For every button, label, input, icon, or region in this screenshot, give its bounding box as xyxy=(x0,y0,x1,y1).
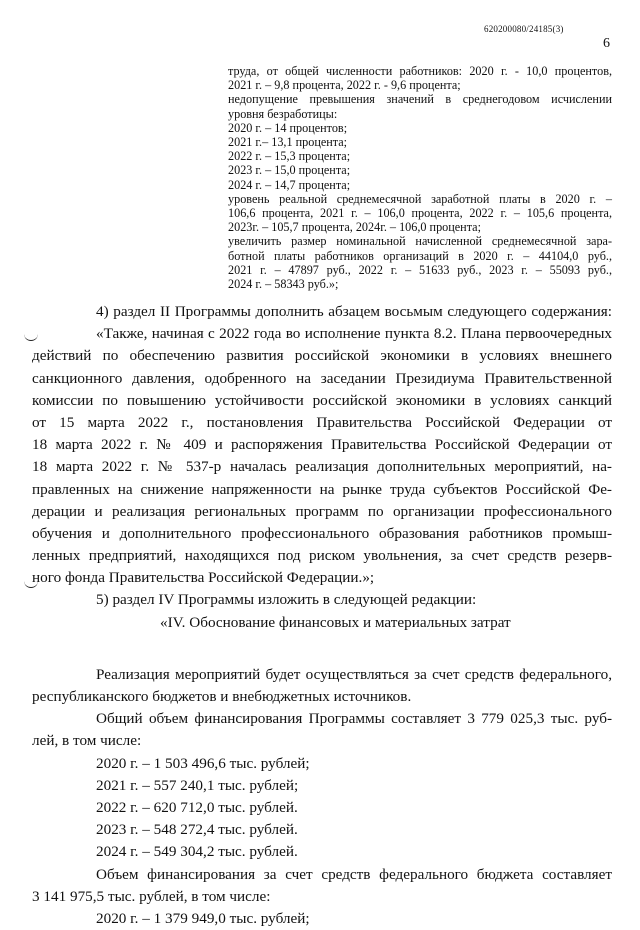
paragraph-line: комиссии по повышению устойчивости российской экономики в условиях санкций xyxy=(32,391,612,409)
text-line: 2024 г. – 14,7 процента; xyxy=(228,177,351,192)
text-line: недопущение превышения значений в среднегодовом исчислении xyxy=(228,92,612,107)
paragraph-line: дерации и реализация региональных программ по организации профессионального xyxy=(32,502,612,520)
list-item: 2023 г. – 548 272,4 тыс. рублей. xyxy=(96,821,298,839)
federal-by-year-list xyxy=(32,908,612,930)
total-volume-paragraph xyxy=(32,708,612,752)
text-line: уровень реальной среднемесячной заработной платы в 2020 г. – xyxy=(228,191,612,206)
text-line: ботной платы работников организаций в 2020 г. – 44104,0 руб., xyxy=(228,248,612,263)
federal-volume-paragraph xyxy=(32,864,612,908)
paragraph-line: лей, в том числе: xyxy=(32,732,142,750)
text-line: 2021 г.– 13,1 процента; xyxy=(228,135,348,150)
paragraph-line: 18 марта 2022 г. № 409 и распоряжения Правительства Российской Федерации от xyxy=(32,436,612,454)
text-line: 2022 г. – 15,3 процента; xyxy=(228,149,351,164)
list-item: 2021 г. – 557 240,1 тыс. рублей; xyxy=(96,776,299,794)
paragraph-line: правленных на снижение напряженности на рынке труда субъектов Российской Фе- xyxy=(32,480,612,498)
item-5-intro: 5) раздел IV Программы изложить в следующей редакции: xyxy=(96,591,477,609)
text-line: 2023 г. – 15,0 процента; xyxy=(228,163,351,178)
text-line: уровня безработицы: xyxy=(228,106,338,121)
item-4-intro: 4) раздел II Программы дополнить абзацем восьмым следующего содержания: xyxy=(96,303,612,320)
paragraph-line: 18 марта 2022 г. № 537-р началась реализация дополнительных мероприятий, на- xyxy=(32,458,612,476)
list-item: 2022 г. – 620 712,0 тыс. рублей. xyxy=(96,799,298,817)
list-item: 2024 г. – 549 304,2 тыс. рублей. xyxy=(96,843,298,861)
document-id: 620200080/24185(3) xyxy=(484,24,564,34)
list-item: 2020 г. – 1 503 496,6 тыс. рублей; xyxy=(96,754,310,772)
total-by-year-list xyxy=(32,753,612,864)
paragraph-line: санкционного давления, одобренного на заседании Президиума Правительственной xyxy=(32,369,612,387)
paragraph-line: ленных предприятий, находящихся под риском увольнения, за счет средств резерв- xyxy=(32,547,612,565)
section-heading: «IV. Обоснование финансовых и материальных затрат xyxy=(160,613,511,631)
text-line: 2020 г. – 14 процентов; xyxy=(228,120,348,135)
paragraph-line: республиканского бюджетов и внебюджетных источников. xyxy=(32,688,412,706)
text-line: увеличить размер номинальной начисленной среднемесячной зара- xyxy=(228,234,612,249)
spacer xyxy=(32,649,612,664)
document-body xyxy=(32,301,612,930)
paragraph-line: «Также, начиная с 2022 года во исполнение пункта 8.2. Плана первоочередных xyxy=(96,325,612,343)
paragraph-line: Объем финансирования за счет средств федерального бюджета составляет xyxy=(96,865,612,883)
paragraph-line: действий по обеспечению развития российской экономики в условиях внешнего xyxy=(32,347,612,365)
item-4-paragraph xyxy=(32,323,612,589)
paragraph-line: 3 141 975,5 тыс. рублей, в том числе: xyxy=(32,887,271,905)
text-line: 2021 г. – 47897 руб., 2022 г. – 51633 руб., 2023 г. – 55093 руб., xyxy=(228,262,612,277)
paragraph-line: от 15 марта 2022 г., постановления Правительства Российской Федерации от xyxy=(32,413,612,431)
paragraph-line: обучения и дополнительного профессионального образования работников промыш- xyxy=(32,524,612,542)
list-item: 2020 г. – 1 379 949,0 тыс. рублей; xyxy=(96,910,310,928)
text-line: 106,6 процента, 2021 г. – 106,0 процента, 2022 г. – 105,6 процента, xyxy=(228,206,612,221)
paragraph-line: Реализация мероприятий будет осуществляться за счет средств федерального, xyxy=(96,665,612,683)
text-line: труда, от общей численности работников: 2020 г. - 10,0 процентов, xyxy=(228,64,612,78)
page-number: 6 xyxy=(603,36,610,51)
text-line: 2023г. – 105,7 процента, 2024г. – 106,0 процента; xyxy=(228,220,481,235)
text-line: 2024 г. – 58343 руб.»; xyxy=(228,277,339,292)
program-targets-block xyxy=(228,64,612,291)
spacer xyxy=(32,634,612,649)
paragraph-line: Общий объем финансирования Программы составляет 3 779 025,3 тыс. руб- xyxy=(96,710,612,728)
paragraph-line: ного фонда Правительства Российской Федерации.»; xyxy=(32,569,375,587)
text-line: 2021 г. – 9,8 процента, 2022 г. - 9,6 процента; xyxy=(228,78,461,93)
funding-sources-paragraph xyxy=(32,664,612,708)
